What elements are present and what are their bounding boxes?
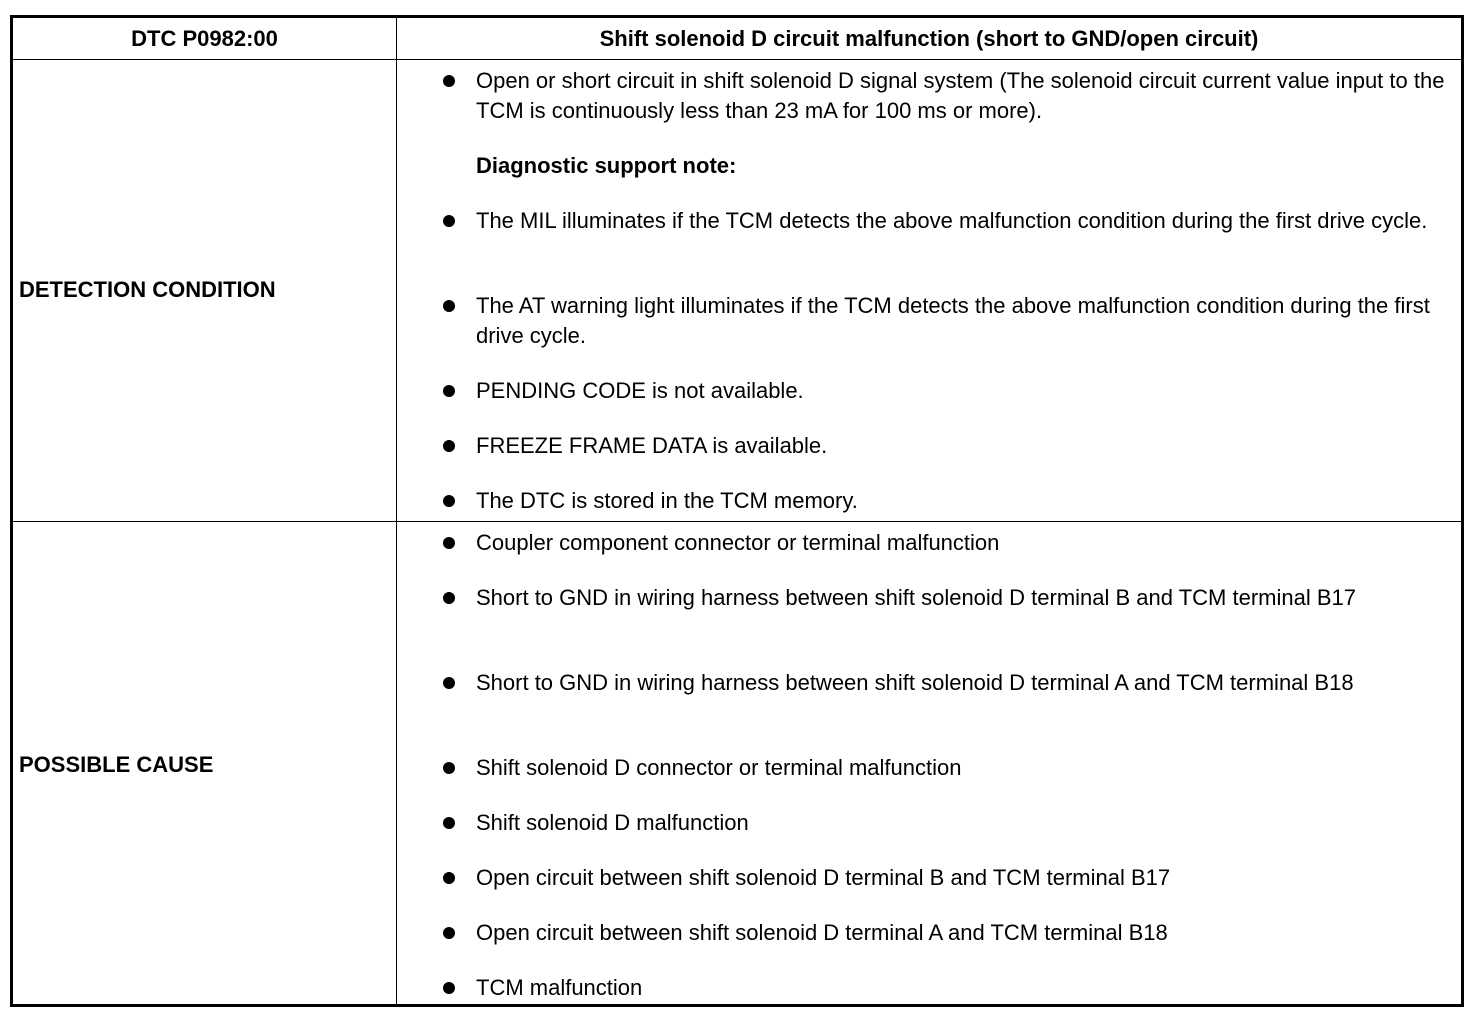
cause-item [476, 528, 1446, 558]
detection-item-text: The MIL illuminates if the TCM detects the above malfunction condition during the first drive cycle. [476, 208, 1428, 233]
cause-item [476, 918, 1446, 948]
cause-item [476, 808, 1446, 838]
cause-item [476, 668, 1446, 698]
detection-item [476, 431, 1446, 461]
bullet-icon [443, 385, 455, 397]
diagnostic-support-note: Diagnostic support note: [476, 153, 737, 178]
detection-item [476, 486, 1446, 516]
bullet-icon [443, 495, 455, 507]
bullet-icon [443, 872, 455, 884]
bullet-icon [443, 75, 455, 87]
detection-item [476, 66, 1446, 126]
header-divider [13, 59, 1461, 60]
cause-item-text: Open circuit between shift solenoid D terminal A and TCM terminal B18 [476, 920, 1168, 945]
detection-item-text: The DTC is stored in the TCM memory. [476, 488, 858, 513]
bullet-icon [443, 677, 455, 689]
cause-item-text: TCM malfunction [476, 975, 643, 1000]
cause-item-text: Coupler component connector or terminal malfunction [476, 530, 1000, 555]
bullet-icon [443, 982, 455, 994]
bullet-icon [443, 817, 455, 829]
detection-item [476, 291, 1446, 351]
bullet-icon [443, 537, 455, 549]
cause-item [476, 973, 1446, 1003]
cause-item-text: Shift solenoid D connector or terminal malfunction [476, 755, 962, 780]
column-divider [396, 18, 397, 1004]
dtc-code-header: DTC P0982:00 [131, 25, 278, 51]
detection-item-text: PENDING CODE is not available. [476, 378, 804, 403]
bullet-icon [443, 440, 455, 452]
row-divider [13, 521, 1461, 522]
detection-item [476, 376, 1446, 406]
bullet-icon [443, 592, 455, 604]
cause-item [476, 583, 1446, 613]
cause-item-text: Open circuit between shift solenoid D terminal B and TCM terminal B17 [476, 865, 1171, 890]
cause-item-text: Short to GND in wiring harness between shift solenoid D terminal B and TCM terminal B17 [476, 585, 1356, 610]
dtc-title-header: Shift solenoid D circuit malfunction (short to GND/open circuit) [599, 25, 1259, 51]
cause-item [476, 753, 1446, 783]
bullet-icon [443, 762, 455, 774]
detection-item-text: The AT warning light illuminates if the TCM detects the above malfunction condition during the first drive cycle. [476, 293, 1430, 348]
detection-condition-label: DETECTION CONDITION [19, 277, 276, 302]
detection-item-text: Open or short circuit in shift solenoid D signal system (The solenoid circuit current value input to the TCM is continuously less than 23 mA for 100 ms or more). [476, 68, 1445, 123]
cause-item-text: Short to GND in wiring harness between shift solenoid D terminal A and TCM terminal B18 [476, 670, 1354, 695]
cause-item-text: Shift solenoid D malfunction [476, 810, 749, 835]
detection-item-text: FREEZE FRAME DATA is available. [476, 433, 828, 458]
detection-item [476, 206, 1446, 236]
bullet-icon [443, 927, 455, 939]
possible-cause-label: POSSIBLE CAUSE [19, 752, 214, 777]
cause-item [476, 863, 1446, 893]
bullet-icon [443, 300, 455, 312]
dtc-table [10, 15, 1464, 1007]
bullet-icon [443, 215, 455, 227]
